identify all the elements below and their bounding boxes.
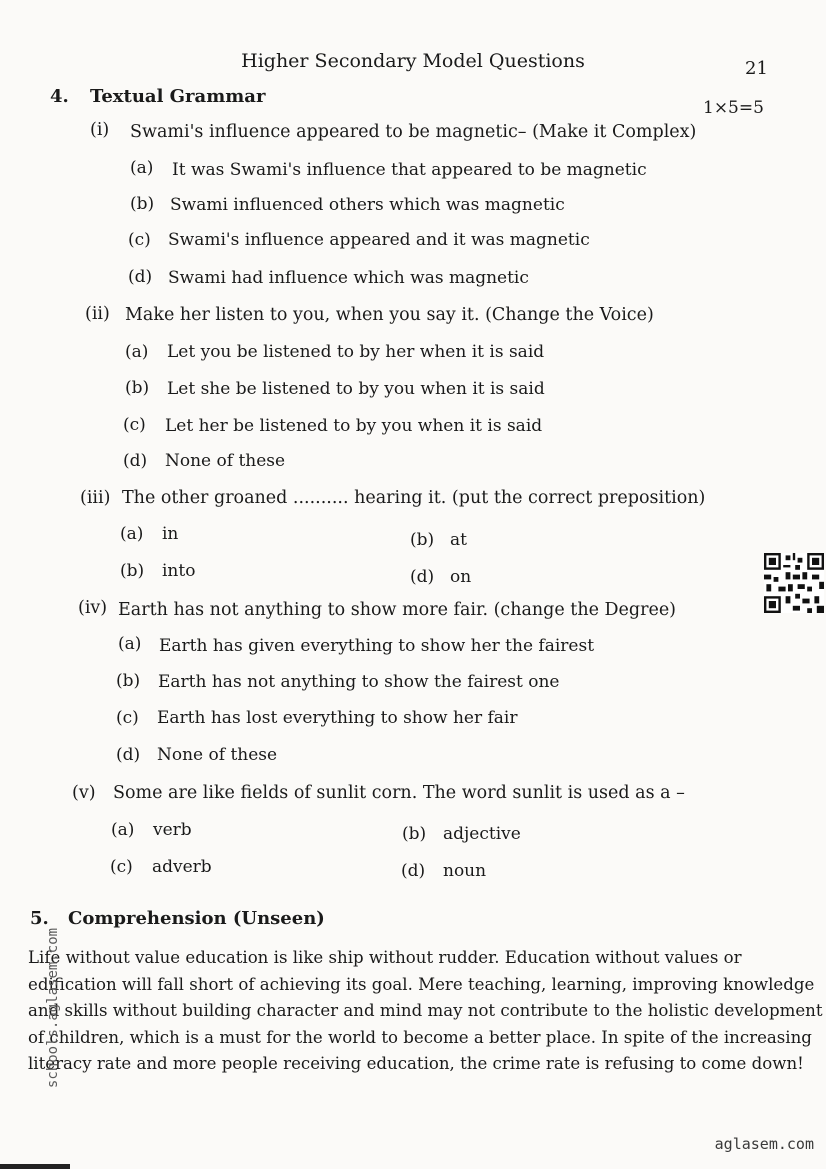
option-text: None of these bbox=[157, 745, 278, 765]
section-4-title: Textual Grammar bbox=[90, 86, 266, 107]
option-text: on bbox=[450, 567, 472, 587]
question-2-number: (ii) bbox=[85, 304, 110, 324]
qr-code-icon bbox=[764, 553, 824, 613]
option-text: adjective bbox=[443, 824, 521, 844]
passage-line: and skills without building character and mind may not contribute to the holistic development bbox=[28, 1001, 823, 1020]
option-label: (b) bbox=[410, 530, 435, 550]
option-label: (a) bbox=[111, 820, 135, 840]
option-label: (d) bbox=[401, 861, 426, 881]
section-5-number: 5. bbox=[30, 908, 49, 929]
page-number: 21 bbox=[745, 58, 768, 79]
page-header-title: Higher Secondary Model Questions bbox=[241, 50, 585, 72]
option-label: (c) bbox=[123, 415, 146, 435]
question-3-text: The other groaned .......... hearing it. (put the correct preposition) bbox=[122, 488, 706, 508]
option-text: at bbox=[450, 530, 467, 550]
question-3-number: (iii) bbox=[80, 488, 111, 508]
option-label: (d) bbox=[116, 745, 141, 765]
section-4-marks: 1×5=5 bbox=[703, 98, 764, 118]
option-text: verb bbox=[153, 820, 192, 840]
option-text: adverb bbox=[152, 857, 212, 877]
question-4-number: (iv) bbox=[78, 598, 108, 618]
option-label: (c) bbox=[116, 708, 139, 728]
option-label: (d) bbox=[123, 451, 148, 471]
option-label: (a) bbox=[130, 158, 154, 178]
question-4-text: Earth has not anything to show more fair. (change the Degree) bbox=[118, 600, 677, 620]
option-text: Swami had influence which was magnetic bbox=[168, 268, 529, 288]
option-label: (b) bbox=[130, 194, 155, 214]
question-5-text: Some are like fields of sunlit corn. The word sunlit is used as a – bbox=[113, 783, 685, 803]
option-label: (b) bbox=[120, 561, 145, 581]
option-label: (b) bbox=[116, 671, 141, 691]
comprehension-passage bbox=[28, 945, 823, 1078]
option-text: It was Swami's influence that appeared to be magnetic bbox=[172, 160, 647, 180]
option-text: noun bbox=[443, 861, 487, 881]
passage-line: literacy rate and more people receiving education, the crime rate is refusing to come down! bbox=[28, 1054, 804, 1073]
option-text: Swami influenced others which was magnetic bbox=[170, 195, 565, 215]
option-label: (a) bbox=[120, 524, 144, 544]
option-label: (a) bbox=[118, 634, 142, 654]
option-text: in bbox=[162, 524, 179, 544]
option-text: None of these bbox=[165, 451, 286, 471]
option-label: (a) bbox=[125, 342, 149, 362]
option-text: Swami's influence appeared and it was magnetic bbox=[168, 230, 590, 250]
side-watermark: schools.aglasem.com bbox=[45, 927, 61, 1089]
option-label: (c) bbox=[110, 857, 133, 877]
question-1-text: Swami's influence appeared to be magnetic– (Make it Complex) bbox=[130, 122, 697, 142]
option-text: Earth has not anything to show the fairest one bbox=[158, 672, 560, 692]
question-2-text: Make her listen to you, when you say it. (Change the Voice) bbox=[125, 305, 654, 325]
option-label: (b) bbox=[402, 824, 427, 844]
option-label: (d) bbox=[128, 267, 153, 287]
passage-line: edification will fall short of achieving its goal. Mere teaching, learning, improving knowledge bbox=[28, 974, 815, 994]
section-5-title: Comprehension (Unseen) bbox=[68, 908, 325, 929]
bottom-watermark: aglasem.com bbox=[714, 1135, 814, 1153]
option-text: into bbox=[162, 561, 196, 581]
section-4-number: 4. bbox=[50, 86, 69, 107]
question-1-number: (i) bbox=[90, 120, 110, 140]
option-label: (c) bbox=[128, 230, 151, 250]
option-label: (b) bbox=[125, 378, 150, 398]
option-label: (d) bbox=[410, 567, 435, 587]
passage-line: Life without value education is like ship without rudder. Education without values or bbox=[28, 948, 742, 967]
option-text: Let she be listened to by you when it is said bbox=[167, 379, 545, 399]
option-text: Earth has given everything to show her the fairest bbox=[159, 636, 595, 656]
page-edge-mark bbox=[0, 1164, 70, 1169]
option-text: Let you be listened to by her when it is said bbox=[167, 342, 545, 362]
option-text: Earth has lost everything to show her fair bbox=[157, 708, 518, 728]
question-5-number: (v) bbox=[72, 783, 96, 803]
option-text: Let her be listened to by you when it is said bbox=[165, 416, 543, 436]
passage-line: of children, which is a must for the world to become a better place. In spite of the increasing bbox=[28, 1027, 812, 1047]
